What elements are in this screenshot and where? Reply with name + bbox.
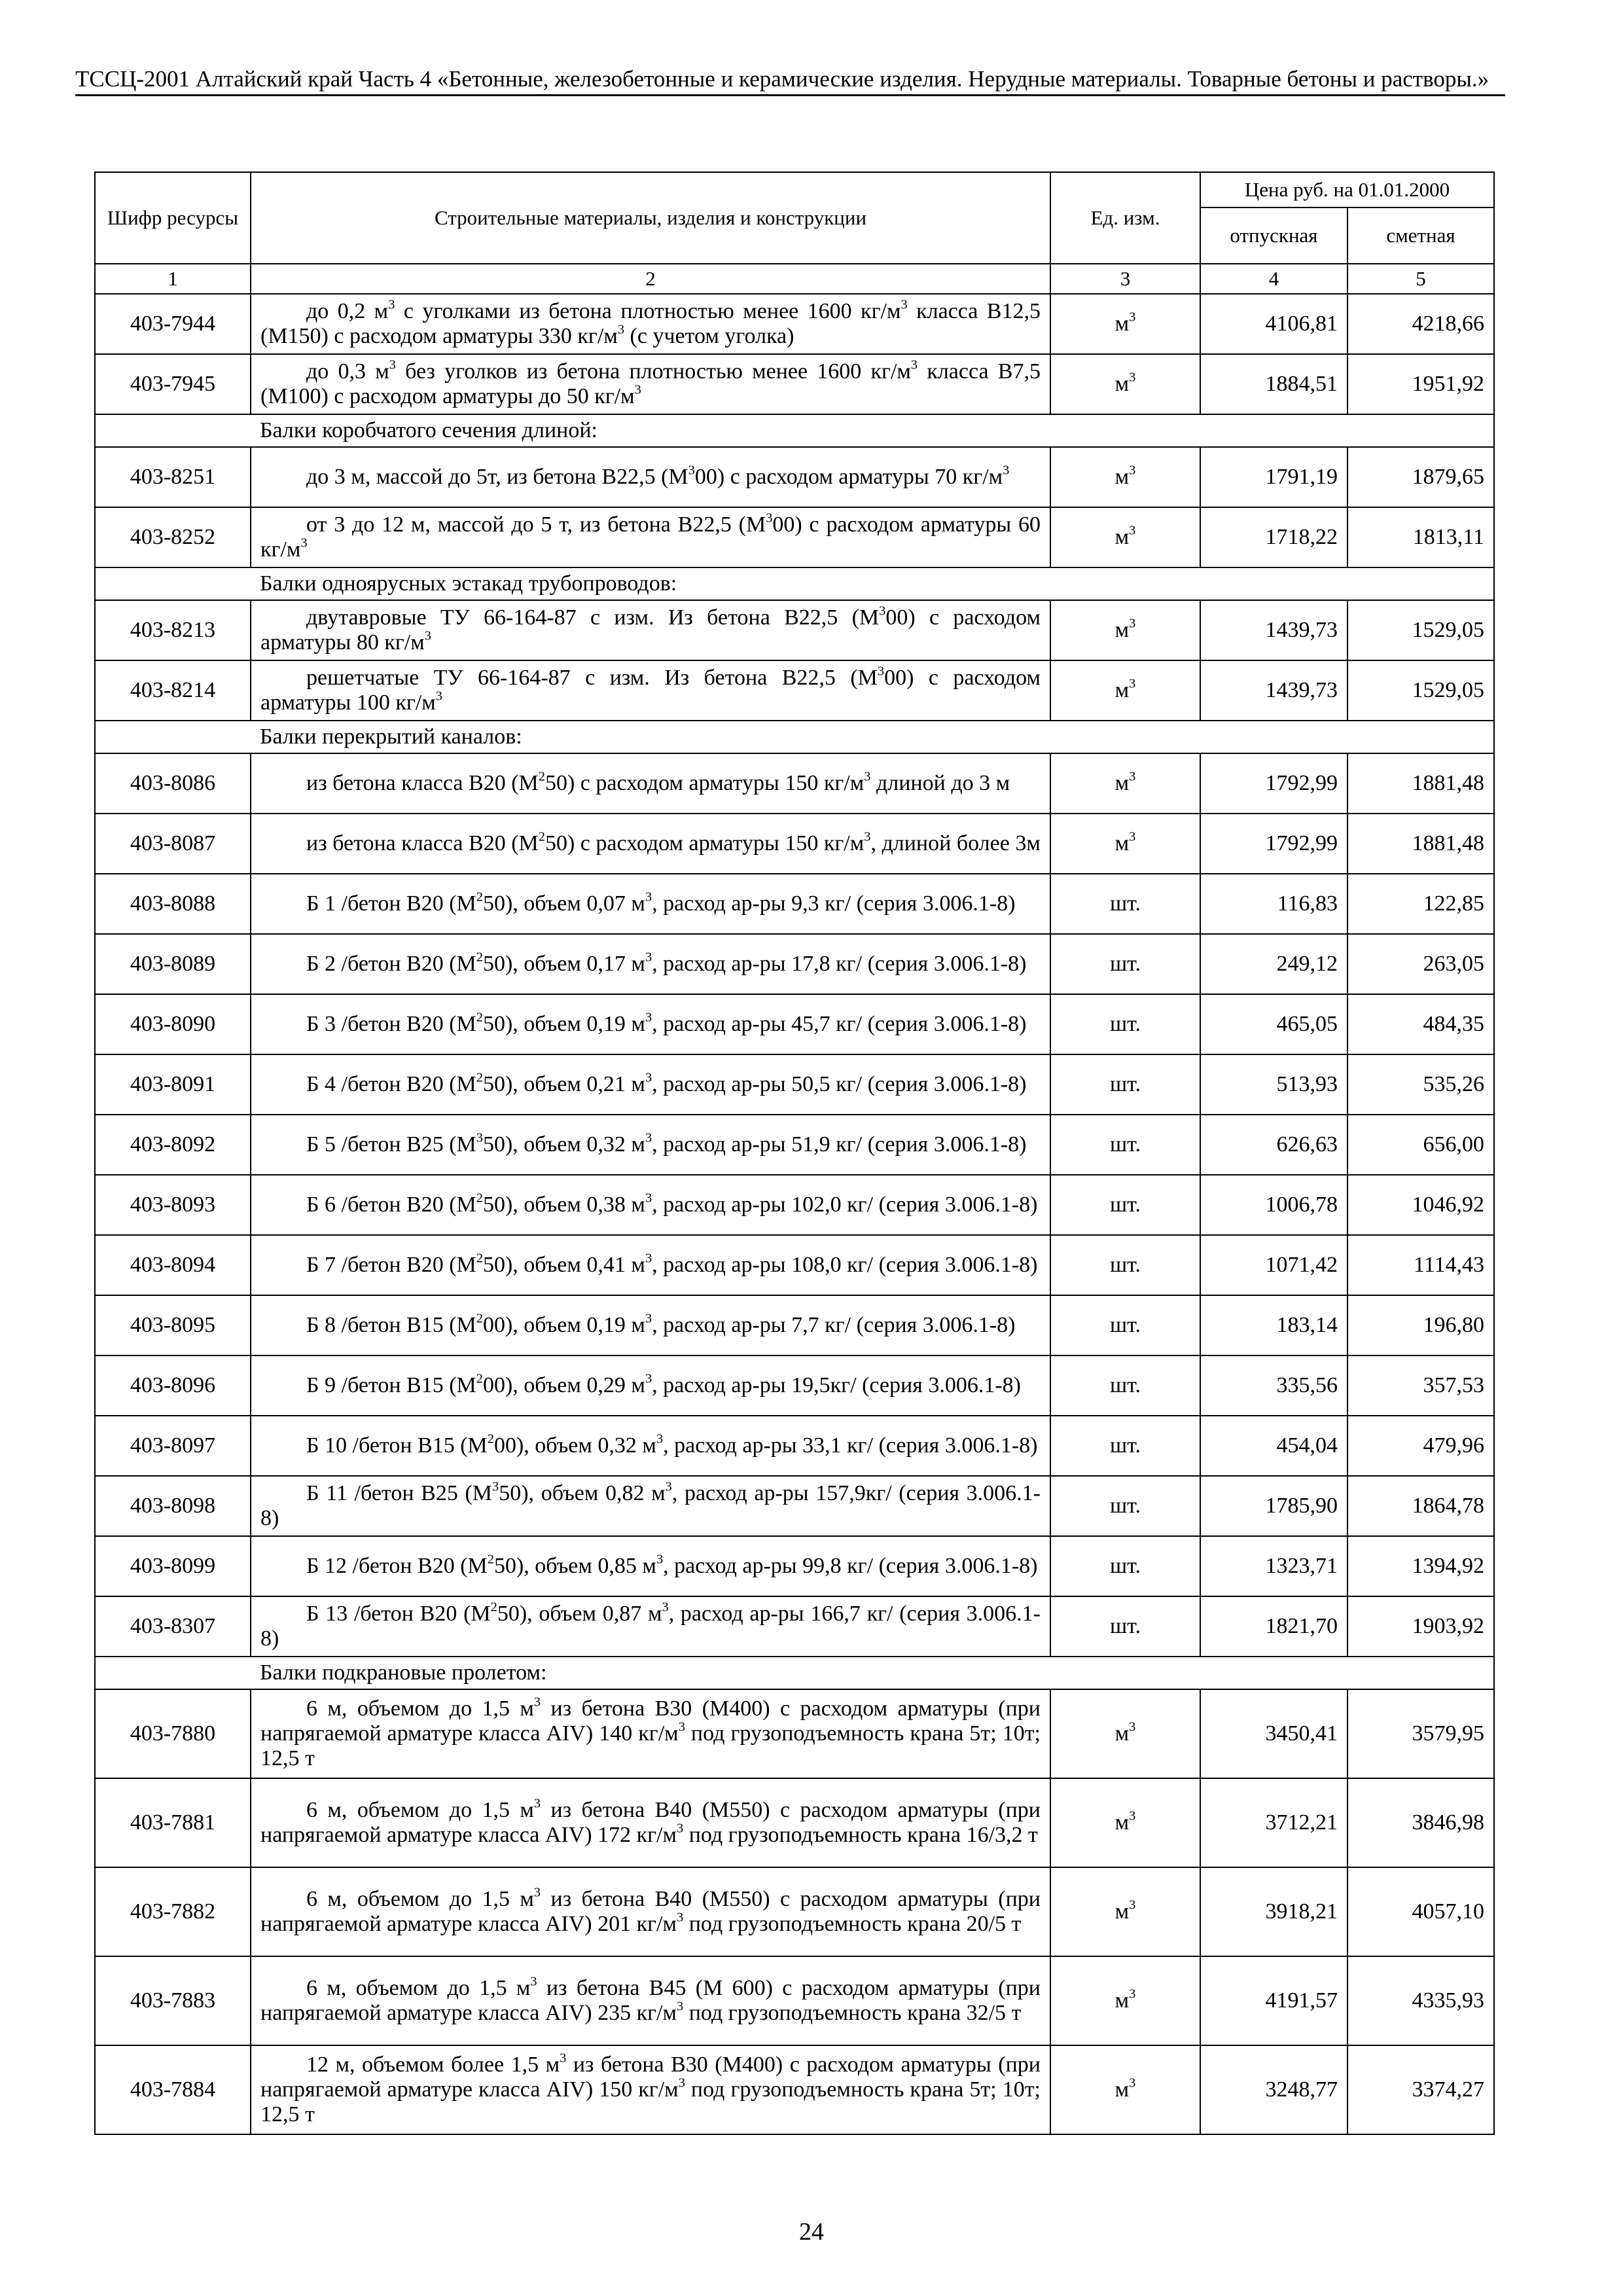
table-row bbox=[95, 1175, 1494, 1235]
release-price: 1718,22 bbox=[1200, 507, 1347, 567]
table-row bbox=[95, 1054, 1494, 1115]
table-row bbox=[95, 660, 1494, 721]
resource-description: Б 10 /бетон B15 $(M^200)$, объем 0,32 $м^3$, расход ар-ры 33,1 кг/ (серия 3.006.1-8) bbox=[251, 1416, 1050, 1476]
table-row bbox=[95, 507, 1494, 567]
section-title: Балки одноярусных эстакад трубопроводов: bbox=[251, 567, 1494, 600]
table-row bbox=[95, 1295, 1494, 1355]
estimate-price: 4218,66 bbox=[1347, 294, 1494, 354]
resource-code: 403-7944 bbox=[95, 294, 251, 354]
resource-code: 403-8090 bbox=[95, 994, 251, 1054]
resource-description: из бетона класса B20 $(M^250)$ с расходом арматуры 150 $кг/м^3$ длиной до 3 м bbox=[251, 753, 1050, 814]
resource-code: 403-8092 bbox=[95, 1115, 251, 1175]
resource-code: 403-7945 bbox=[95, 354, 251, 414]
table-row bbox=[95, 994, 1494, 1054]
unit-of-measure: $м^3$ bbox=[1050, 507, 1200, 567]
resource-description: 6 м, объемом до 1,5 $м^3$ из бетона B30 (M400) с расходом арматуры (при напрягаемой арматуре класса AIV) 140 $кг/м^3$ под грузоподъемность крана 5т; 10т; 12,5 т bbox=[251, 1689, 1050, 1778]
resource-description: до 3 м, массой до 5т, из бетона B22,5 $(M^300)$ с расходом арматуры 70 $кг/м^3$ bbox=[251, 447, 1050, 507]
table-row bbox=[95, 294, 1494, 354]
estimate-price: 122,85 bbox=[1347, 874, 1494, 934]
resource-description: 6 м, объемом до 1,5 $м^3$ из бетона B45 (M 600) с расходом арматуры (при напрягаемой арматуре класса AIV) 235 $кг/м^3$ под грузоподъемность крана 32/5 т bbox=[251, 1956, 1050, 2045]
release-price: 3450,41 bbox=[1200, 1689, 1347, 1778]
table-row bbox=[95, 1536, 1494, 1596]
resource-code: 403-8214 bbox=[95, 660, 251, 721]
resource-description: Б 8 /бетон B15 $(M^200)$, объем 0,19 $м^3$, расход ар-ры 7,7 кг/ (серия 3.006.1-8) bbox=[251, 1295, 1050, 1355]
release-price: 116,83 bbox=[1200, 874, 1347, 934]
unit-of-measure: шт. bbox=[1050, 1295, 1200, 1355]
column-number: 1 bbox=[95, 264, 251, 294]
resource-code: 403-8098 bbox=[95, 1476, 251, 1536]
unit-of-measure: шт. bbox=[1050, 1115, 1200, 1175]
resource-description: Б 11 /бетон B25 $(M^350)$, объем 0,82 $м^3$, расход ар-ры 157,9кг/ (серия 3.006.1-8) bbox=[251, 1476, 1050, 1536]
table-row bbox=[95, 1235, 1494, 1295]
estimate-price: 196,80 bbox=[1347, 1295, 1494, 1355]
section-code-cell bbox=[95, 1657, 251, 1689]
resource-description: Б 12 /бетон B20 $(M^250)$, объем 0,85 $м^3$, расход ар-ры 99,8 кг/ (серия 3.006.1-8) bbox=[251, 1536, 1050, 1596]
resource-code: 403-7884 bbox=[95, 2045, 251, 2134]
column-number: 2 bbox=[251, 264, 1050, 294]
resource-description: до 0,2 $м^3$ с уголками из бетона плотностью менее 1600 $кг/м^3$ класса B12,5 (M150) с расходом арматуры 330 $кг/м^3$ (с учетом уголка) bbox=[251, 294, 1050, 354]
resource-description: Б 6 /бетон B20 $(M^250)$, объем 0,38 $м^3$, расход ар-ры 102,0 кг/ (серия 3.006.1-8) bbox=[251, 1175, 1050, 1235]
unit-of-measure: шт. bbox=[1050, 1536, 1200, 1596]
column-number: 5 bbox=[1347, 264, 1494, 294]
unit-of-measure: шт. bbox=[1050, 874, 1200, 934]
release-price: 1791,19 bbox=[1200, 447, 1347, 507]
release-price: 3918,21 bbox=[1200, 1867, 1347, 1956]
resource-code: 403-8213 bbox=[95, 600, 251, 660]
release-price: 513,93 bbox=[1200, 1054, 1347, 1115]
estimate-price: 263,05 bbox=[1347, 934, 1494, 994]
estimate-price: 1881,48 bbox=[1347, 814, 1494, 874]
unit-of-measure: шт. bbox=[1050, 1476, 1200, 1536]
resource-code: 403-8086 bbox=[95, 753, 251, 814]
table-row bbox=[95, 600, 1494, 660]
table-row bbox=[95, 1416, 1494, 1476]
unit-of-measure: шт. bbox=[1050, 1596, 1200, 1657]
resource-description: от 3 до 12 м, массой до 5 т, из бетона B22,5 $(M^300)$ с расходом арматуры 60 $кг/м^3$ bbox=[251, 507, 1050, 567]
release-price: 1785,90 bbox=[1200, 1476, 1347, 1536]
header-name: Строительные материалы, изделия и конструкции bbox=[251, 172, 1050, 264]
column-number: 3 bbox=[1050, 264, 1200, 294]
header-unit: Ед. изм. bbox=[1050, 172, 1200, 264]
header-code: Шифр ресурсы bbox=[95, 172, 251, 264]
resource-description: 12 м, объемом более 1,5 $м^3$ из бетона B30 (M400) с расходом арматуры (при напрягаемой арматуре класса AIV) 150 $кг/м^3$ под грузоподъемность крана 5т; 10т; 12,5 т bbox=[251, 2045, 1050, 2134]
section-title: Балки коробчатого сечения длиной: bbox=[251, 414, 1494, 447]
table-row bbox=[95, 1355, 1494, 1416]
resource-code: 403-8252 bbox=[95, 507, 251, 567]
estimate-price: 1046,92 bbox=[1347, 1175, 1494, 1235]
unit-of-measure: шт. bbox=[1050, 1355, 1200, 1416]
resource-description: из бетона класса B20 $(M^250)$ с расходом арматуры 150 $кг/м^3$, длиной более 3м bbox=[251, 814, 1050, 874]
section-code-cell bbox=[95, 567, 251, 600]
resource-code: 403-8088 bbox=[95, 874, 251, 934]
unit-of-measure: $м^3$ bbox=[1050, 753, 1200, 814]
section-code-cell bbox=[95, 414, 251, 447]
resource-description: Б 9 /бетон B15 $(M^200)$, объем 0,29 $м^3$, расход ар-ры 19,5кг/ (серия 3.006.1-8) bbox=[251, 1355, 1050, 1416]
estimate-price: 1394,92 bbox=[1347, 1536, 1494, 1596]
estimate-price: 1879,65 bbox=[1347, 447, 1494, 507]
resource-description: до 0,3 $м^3$ без уголков из бетона плотностью менее 1600 $кг/м^3$ класса B7,5 (M100) с расходом арматуры до 50 $кг/м^3$ bbox=[251, 354, 1050, 414]
column-number: 4 bbox=[1200, 264, 1347, 294]
section-row bbox=[95, 414, 1494, 447]
section-code-cell bbox=[95, 721, 251, 753]
release-price: 454,04 bbox=[1200, 1416, 1347, 1476]
table-row bbox=[95, 1867, 1494, 1956]
unit-of-measure: $м^3$ bbox=[1050, 1867, 1200, 1956]
resource-description: 6 м, объемом до 1,5 $м^3$ из бетона B40 (M550) с расходом арматуры (при напрягаемой арматуре класса AIV) 201 $кг/м^3$ под грузоподъемность крана 20/5 т bbox=[251, 1867, 1050, 1956]
unit-of-measure: $м^3$ bbox=[1050, 1778, 1200, 1867]
section-row bbox=[95, 567, 1494, 600]
table-row bbox=[95, 874, 1494, 934]
unit-of-measure: $м^3$ bbox=[1050, 354, 1200, 414]
header-estimate-price: сметная bbox=[1347, 207, 1494, 264]
resource-code: 403-8096 bbox=[95, 1355, 251, 1416]
release-price: 3248,77 bbox=[1200, 2045, 1347, 2134]
unit-of-measure: шт. bbox=[1050, 1235, 1200, 1295]
section-title: Балки подкрановые пролетом: bbox=[251, 1657, 1494, 1689]
unit-of-measure: $м^3$ bbox=[1050, 814, 1200, 874]
page-header: ТССЦ-2001 Алтайский край Часть 4 «Бетонные, железобетонные и керамические изделия. Нерудные материалы. Товарные бетоны и растворы.» bbox=[75, 65, 1505, 96]
resource-code: 403-8095 bbox=[95, 1295, 251, 1355]
resource-code: 403-8251 bbox=[95, 447, 251, 507]
resource-description: Б 2 /бетон B20 $(M^250)$, объем 0,17 $м^3$, расход ар-ры 17,8 кг/ (серия 3.006.1-8) bbox=[251, 934, 1050, 994]
unit-of-measure: $м^3$ bbox=[1050, 1689, 1200, 1778]
unit-of-measure: $м^3$ bbox=[1050, 294, 1200, 354]
unit-of-measure: $м^3$ bbox=[1050, 447, 1200, 507]
estimate-price: 4057,10 bbox=[1347, 1867, 1494, 1956]
release-price: 1792,99 bbox=[1200, 814, 1347, 874]
unit-of-measure: $м^3$ bbox=[1050, 1956, 1200, 2045]
resource-description: Б 5 /бетон B25 $(M^350)$, объем 0,32 $м^3$, расход ар-ры 51,9 кг/ (серия 3.006.1-8) bbox=[251, 1115, 1050, 1175]
table-body bbox=[95, 294, 1494, 2134]
unit-of-measure: шт. bbox=[1050, 994, 1200, 1054]
header-price: Цена руб. на 01.01.2000 bbox=[1200, 172, 1494, 207]
resource-code: 403-8099 bbox=[95, 1536, 251, 1596]
table-row bbox=[95, 1476, 1494, 1536]
resource-code: 403-7882 bbox=[95, 1867, 251, 1956]
section-title: Балки перекрытий каналов: bbox=[251, 721, 1494, 753]
table-row bbox=[95, 447, 1494, 507]
resource-description: Б 7 /бетон B20 $(M^250)$, объем 0,41 $м^3$, расход ар-ры 108,0 кг/ (серия 3.006.1-8) bbox=[251, 1235, 1050, 1295]
resource-code: 403-7881 bbox=[95, 1778, 251, 1867]
estimate-price: 656,00 bbox=[1347, 1115, 1494, 1175]
resource-description: Б 1 /бетон B20 $(M^250)$, объем 0,07 $м^3$, расход ар-ры 9,3 кг/ (серия 3.006.1-8) bbox=[251, 874, 1050, 934]
estimate-price: 3374,27 bbox=[1347, 2045, 1494, 2134]
table-row bbox=[95, 354, 1494, 414]
resource-code: 403-8097 bbox=[95, 1416, 251, 1476]
release-price: 1821,70 bbox=[1200, 1596, 1347, 1657]
estimate-price: 1903,92 bbox=[1347, 1596, 1494, 1657]
resource-code: 403-7880 bbox=[95, 1689, 251, 1778]
release-price: 1071,42 bbox=[1200, 1235, 1347, 1295]
estimate-price: 1813,11 bbox=[1347, 507, 1494, 567]
resource-description: Б 4 /бетон B20 $(M^250)$, объем 0,21 $м^3$, расход ар-ры 50,5 кг/ (серия 3.006.1-8) bbox=[251, 1054, 1050, 1115]
unit-of-measure: $м^3$ bbox=[1050, 660, 1200, 721]
release-price: 626,63 bbox=[1200, 1115, 1347, 1175]
unit-of-measure: шт. bbox=[1050, 934, 1200, 994]
estimate-price: 1529,05 bbox=[1347, 600, 1494, 660]
page-number: 24 bbox=[799, 2218, 824, 2246]
estimate-price: 1864,78 bbox=[1347, 1476, 1494, 1536]
table-row bbox=[95, 814, 1494, 874]
release-price: 4106,81 bbox=[1200, 294, 1347, 354]
table-row bbox=[95, 1115, 1494, 1175]
section-row bbox=[95, 1657, 1494, 1689]
release-price: 465,05 bbox=[1200, 994, 1347, 1054]
estimate-price: 357,53 bbox=[1347, 1355, 1494, 1416]
estimate-price: 1114,43 bbox=[1347, 1235, 1494, 1295]
unit-of-measure: шт. bbox=[1050, 1175, 1200, 1235]
release-price: 1792,99 bbox=[1200, 753, 1347, 814]
resource-code: 403-7883 bbox=[95, 1956, 251, 2045]
header-release-price: отпускная bbox=[1200, 207, 1347, 264]
release-price: 1006,78 bbox=[1200, 1175, 1347, 1235]
resource-code: 403-8307 bbox=[95, 1596, 251, 1657]
release-price: 1323,71 bbox=[1200, 1536, 1347, 1596]
resource-code: 403-8093 bbox=[95, 1175, 251, 1235]
resource-code: 403-8091 bbox=[95, 1054, 251, 1115]
resource-code: 403-8087 bbox=[95, 814, 251, 874]
release-price: 183,14 bbox=[1200, 1295, 1347, 1355]
estimate-price: 3846,98 bbox=[1347, 1778, 1494, 1867]
resource-description: 6 м, объемом до 1,5 $м^3$ из бетона B40 (M550) с расходом арматуры (при напрягаемой арматуре класса AIV) 172 $кг/м^3$ под грузоподъемность крана 16/3,2 т bbox=[251, 1778, 1050, 1867]
table-row bbox=[95, 1689, 1494, 1778]
estimate-price: 479,96 bbox=[1347, 1416, 1494, 1476]
estimate-price: 1529,05 bbox=[1347, 660, 1494, 721]
resource-description: Б 3 /бетон B20 $(M^250)$, объем 0,19 $м^3$, расход ар-ры 45,7 кг/ (серия 3.006.1-8) bbox=[251, 994, 1050, 1054]
section-row bbox=[95, 721, 1494, 753]
resource-description: решетчатые ТУ 66-164-87 с изм. Из бетона B22,5 $(M^300)$ с расходом арматуры 100 $кг/м^3$ bbox=[251, 660, 1050, 721]
table-row bbox=[95, 1778, 1494, 1867]
release-price: 335,56 bbox=[1200, 1355, 1347, 1416]
unit-of-measure: $м^3$ bbox=[1050, 600, 1200, 660]
resource-description: двутавровые ТУ 66-164-87 с изм. Из бетона B22,5 $(M^300)$ с расходом арматуры 80 $кг/м^3$ bbox=[251, 600, 1050, 660]
resource-code: 403-8094 bbox=[95, 1235, 251, 1295]
estimate-price: 484,35 bbox=[1347, 994, 1494, 1054]
release-price: 1439,73 bbox=[1200, 600, 1347, 660]
resource-code: 403-8089 bbox=[95, 934, 251, 994]
table-row bbox=[95, 753, 1494, 814]
estimate-price: 1951,92 bbox=[1347, 354, 1494, 414]
release-price: 1884,51 bbox=[1200, 354, 1347, 414]
table-row bbox=[95, 934, 1494, 994]
table-row bbox=[95, 1956, 1494, 2045]
table-row bbox=[95, 2045, 1494, 2134]
table-row bbox=[95, 1596, 1494, 1657]
unit-of-measure: шт. bbox=[1050, 1054, 1200, 1115]
price-table bbox=[94, 171, 1495, 2135]
estimate-price: 4335,93 bbox=[1347, 1956, 1494, 2045]
estimate-price: 1881,48 bbox=[1347, 753, 1494, 814]
release-price: 249,12 bbox=[1200, 934, 1347, 994]
resource-description: Б 13 /бетон B20 $(M^250)$, объем 0,87 $м^3$, расход ар-ры 166,7 кг/ (серия 3.006.1-8) bbox=[251, 1596, 1050, 1657]
release-price: 3712,21 bbox=[1200, 1778, 1347, 1867]
unit-of-measure: $м^3$ bbox=[1050, 2045, 1200, 2134]
estimate-price: 3579,95 bbox=[1347, 1689, 1494, 1778]
estimate-price: 535,26 bbox=[1347, 1054, 1494, 1115]
release-price: 4191,57 bbox=[1200, 1956, 1347, 2045]
unit-of-measure: шт. bbox=[1050, 1416, 1200, 1476]
release-price: 1439,73 bbox=[1200, 660, 1347, 721]
